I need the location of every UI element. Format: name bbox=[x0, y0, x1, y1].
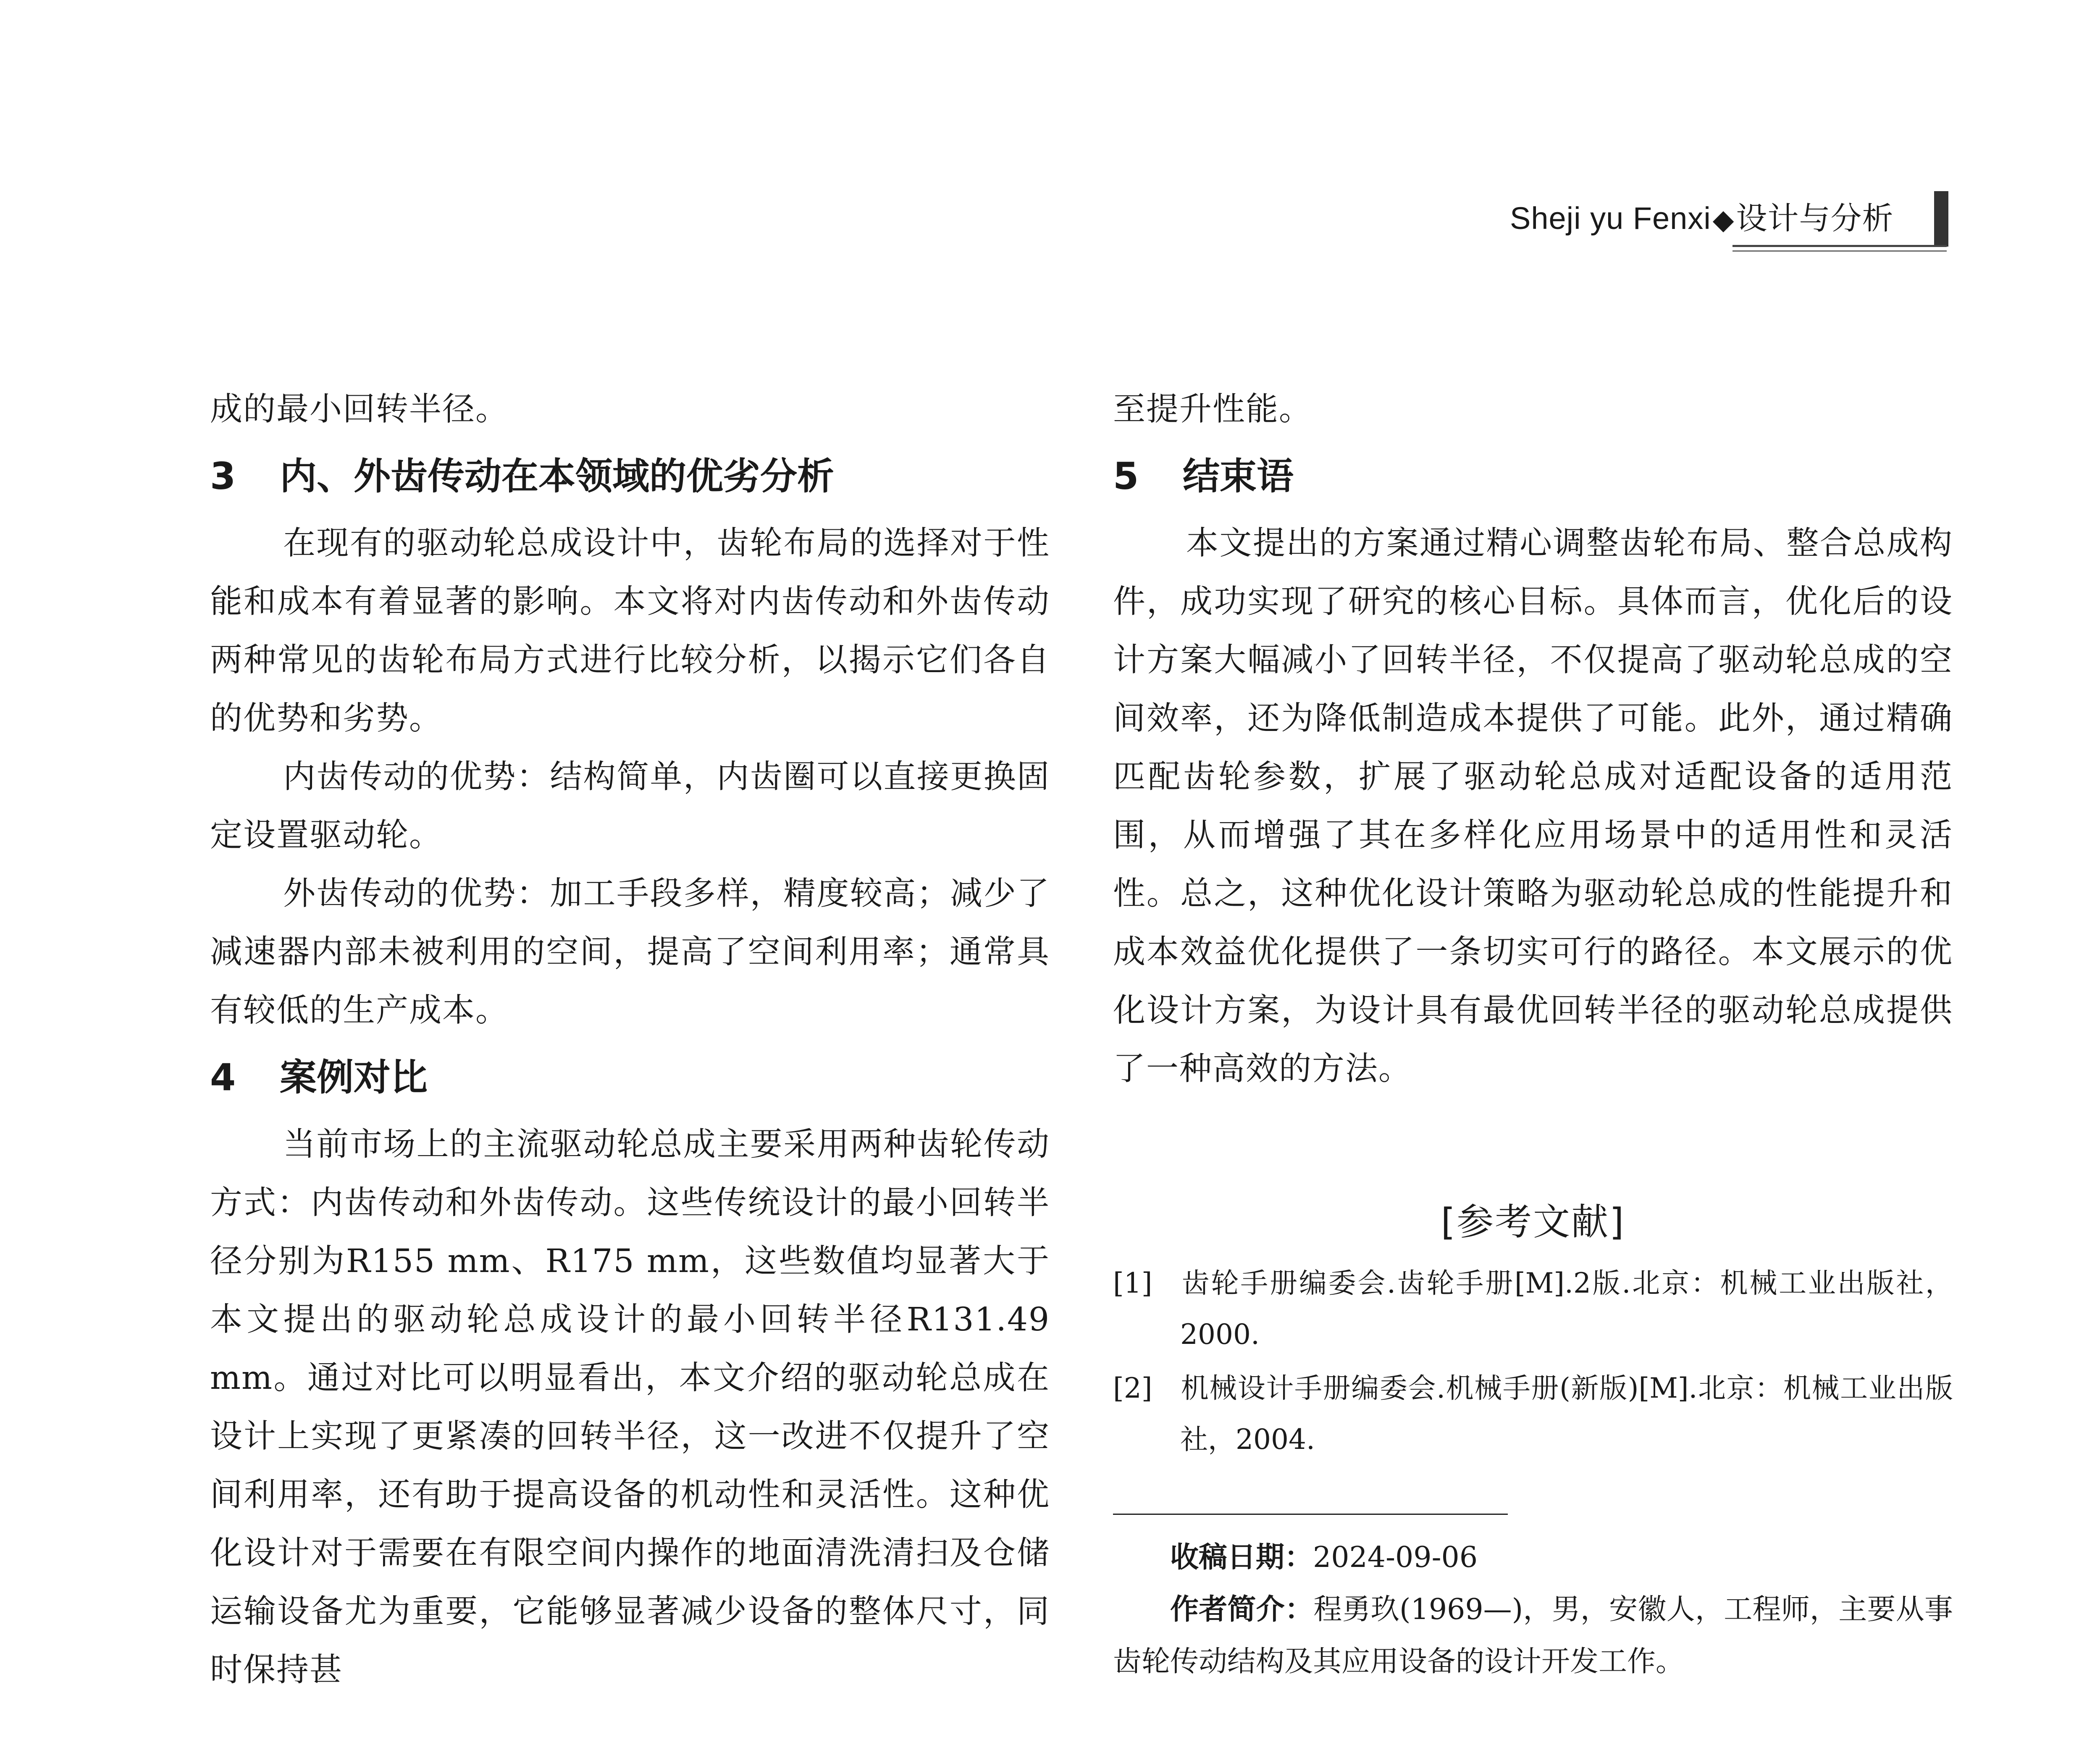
author-label: 作者简介： bbox=[1170, 1593, 1314, 1626]
section-title: 案例对比 bbox=[280, 1056, 428, 1099]
reference-text: 齿轮手册编委会.齿轮手册[M].2版.北京：机械工业出版社，2000. bbox=[1180, 1267, 1953, 1351]
header-section-title: 设计与分析 bbox=[1736, 201, 1894, 236]
footnote-rule bbox=[1113, 1514, 1508, 1515]
section-title: 结束语 bbox=[1183, 455, 1294, 498]
body-paragraph: 内齿传动的优势：结构简单，内齿圈可以直接更换固定设置驱动轮。 bbox=[210, 758, 1050, 854]
author-bio bbox=[1113, 1584, 1953, 1688]
body-paragraph: 当前市场上的主流驱动轮总成主要采用两种齿轮传动方式：内齿传动和外齿传动。这些传统设计的最小回转半径分别为R155 mm、R175 mm，这些数值均显著大于本文提出的驱动轮总成设计的最小回转半径R131.49 mm。通过对比可以明显看出，本文介绍的驱动轮总成在设计上实现了更紧凑的回转半径，这一改进不仅提升了空间利用率，还有助于提高设备的机动性和灵活性。这种优化设计对于需要在有限空间内操作的地面清洗清扫及仓储运输设备尤为重要，它能够显著减少设备的整体尺寸，同时保持甚 bbox=[210, 1126, 1050, 1689]
received-label: 收稿日期： bbox=[1170, 1541, 1313, 1574]
header-pinyin: Sheji yu Fenxi bbox=[1510, 201, 1711, 236]
received-value: 2024-09-06 bbox=[1313, 1541, 1478, 1574]
reference-number: [2] bbox=[1113, 1372, 1152, 1404]
continued-paragraph: 成的最小回转半径。 bbox=[210, 391, 509, 428]
reference-number: [1] bbox=[1113, 1267, 1152, 1299]
references-title: [参考文献] bbox=[1441, 1200, 1625, 1243]
section-title: 内、外齿传动在本领域的优劣分析 bbox=[280, 455, 835, 498]
body-paragraph: 外齿传动的优势：加工手段多样，精度较高；减少了减速器内部未被利用的空间，提高了空间利用率；通常具有较低的生产成本。 bbox=[210, 875, 1050, 1029]
section-5-heading bbox=[1113, 439, 1953, 514]
received-date bbox=[1113, 1532, 1953, 1584]
body-paragraph: 本文提出的方案通过精心调整齿轮布局、整合总成构件，成功实现了研究的核心目标。具体而言，优化后的设计方案大幅减小了回转半径，不仅提高了驱动轮总成的空间效率，还为降低制造成本提供了可能。此外，通过精确匹配齿轮参数，扩展了驱动轮总成对适配设备的适用范围，从而增强了其在多样化应用场景中的适用性和灵活性。总之，这种优化设计策略为驱动轮总成的性能提升和成本效益优化提供了一条切实可行的路径。本文展示的优化设计方案，为设计具有最优回转半径的驱动轮总成提供了一种高效的方法。 bbox=[1113, 525, 1953, 1088]
section-number: 5 bbox=[1113, 455, 1139, 498]
section-number: 3 bbox=[210, 455, 236, 498]
continued-paragraph: 至提升性能。 bbox=[1113, 391, 1312, 428]
left-column bbox=[210, 380, 1050, 1699]
reference-item bbox=[1113, 1363, 1953, 1465]
right-column bbox=[1113, 380, 1953, 1688]
body-paragraph: 在现有的驱动轮总成设计中，齿轮布局的选择对于性能和成本有着显著的影响。本文将对内齿传动和外齿传动两种常见的齿轮布局方式进行比较分析，以揭示它们各自的优势和劣势。 bbox=[210, 525, 1050, 737]
section-4-heading bbox=[210, 1040, 1050, 1115]
author-value: 程勇玖(1969—)，男，安徽人，工程师，主要从事齿轮传动结构及其应用设备的设计开发工作。 bbox=[1113, 1593, 1953, 1678]
section-number: 4 bbox=[210, 1056, 236, 1099]
header-rule-secondary bbox=[1732, 250, 1947, 252]
header-bar bbox=[1934, 191, 1948, 247]
reference-item bbox=[1113, 1258, 1953, 1360]
section-3-heading bbox=[210, 439, 1050, 514]
reference-text: 机械设计手册编委会.机械手册(新版)[M].北京：机械工业出版社，2004. bbox=[1180, 1372, 1953, 1456]
header-rule bbox=[1732, 245, 1947, 247]
running-header bbox=[1510, 197, 1894, 240]
diamond-icon: ◆ bbox=[1712, 204, 1735, 235]
